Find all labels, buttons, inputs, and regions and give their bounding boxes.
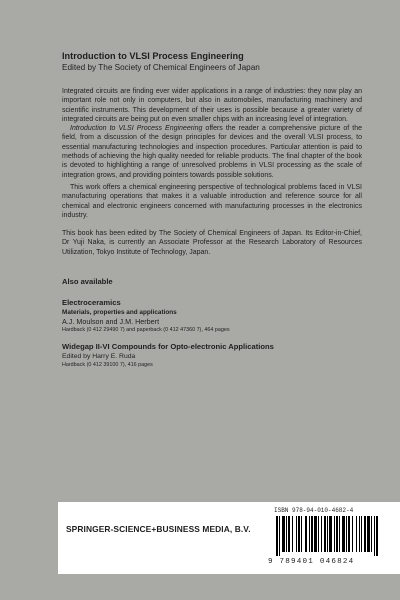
back-cover-text xyxy=(62,50,362,377)
barcode-bar xyxy=(342,516,345,552)
book-item-authors: Edited by Harry E. Ruda xyxy=(62,353,136,361)
barcode-bar xyxy=(367,516,370,552)
barcode-bar xyxy=(288,516,290,552)
barcode-bar xyxy=(374,516,375,556)
barcode-bar xyxy=(327,516,328,552)
book-item-subtitle: Materials, properties and applications xyxy=(62,309,177,317)
barcode-bar xyxy=(371,516,372,552)
barcode-bar xyxy=(318,516,319,552)
barcode-bar xyxy=(296,516,297,552)
paragraph-overview xyxy=(62,124,362,180)
barcode-bar xyxy=(311,516,313,552)
barcode-bar xyxy=(276,516,278,556)
book-item-authors: A.J. Moulson and J.M. Herbert xyxy=(62,317,160,327)
barcode-bar xyxy=(301,516,302,552)
barcode-bar xyxy=(348,516,350,552)
barcode-bar xyxy=(352,516,353,552)
paragraph-perspective: This work offers a chemical engineering perspective of technological problems faced in VLSI manufacturing operations that makes it a valuable introduction and reference source for all chemical and electronic engineers concerned with manufacturing processes in the electronics industry. xyxy=(62,183,362,219)
also-available-book xyxy=(62,342,362,369)
barcode-bar xyxy=(356,516,357,552)
paragraph-intro: Integrated circuits are finding ever wider applications in a range of industries: they now play an important role not only in computers, but also in automobiles, manufacturing machinery and scientific instruments. This development of their uses is possible because a greater variety of integrated circuits are being put on even smaller chips with an increasing level of integration. xyxy=(62,88,362,123)
paragraph-overview-text: offers the reader a comprehensive picture of the field, from a discussion of the design principles for devices and the overall VLSI process, to essential manufacturing technologies and inspection procedures. Particular attention is paid to methods of achieving the high quality needed for reliable products. The final chapter of the book is devoted to highlighting a range of unresolved problems in VLSI processing as the scale of integration grows, and providing pointers towards possible solutions. xyxy=(62,125,362,179)
also-available-heading: Also available xyxy=(62,277,113,287)
barcode-bar xyxy=(376,516,378,556)
barcode-bar xyxy=(321,516,322,552)
also-available-book xyxy=(62,298,362,334)
book-title: Introduction to VLSI Process Engineering xyxy=(62,51,244,61)
barcode-bar xyxy=(282,516,285,552)
barcode-bar xyxy=(279,516,280,556)
barcode-bar xyxy=(359,516,360,552)
book-title-italic: Introduction to VLSI Process Engineering xyxy=(70,125,203,133)
barcode-bar xyxy=(305,516,307,552)
barcode-bar xyxy=(361,516,362,552)
paragraph-editor: This book has been edited by The Society of Chemical Engineers of Japan. Its Editor-in-Chief, Dr Yuji Naka, is currently an Associate Professor at the Research Laboratory of Resources Utilization, Tokyo Institute of Technology, Japan. xyxy=(62,230,362,256)
book-item-title: Electroceramics xyxy=(62,298,121,308)
barcode-bar xyxy=(346,516,347,552)
barcode-bar xyxy=(329,516,332,552)
barcode-bar xyxy=(298,516,300,552)
barcode-bar xyxy=(292,516,293,552)
book-item-publication: Hardback (0 412 39100 7), 416 pages xyxy=(62,362,153,369)
barcode-bar xyxy=(309,516,310,552)
barcode-bar xyxy=(334,516,335,552)
barcode-bar xyxy=(364,516,366,552)
book-item-publication: Hardback (0 412 29490 7) and paperback (0 412 47360 7), 464 pages xyxy=(62,327,230,334)
barcode-bar xyxy=(314,516,317,552)
publisher-name: SPRINGER-SCIENCE+BUSINESS MEDIA, B.V. xyxy=(66,524,251,534)
barcode-bar xyxy=(324,516,326,552)
barcode-image xyxy=(274,516,390,556)
barcode-bar xyxy=(336,516,338,552)
isbn-number: ISBN 978-94-010-4682-4 xyxy=(274,507,354,514)
ean-digits: 9 789401 046824 xyxy=(268,558,355,566)
barcode-strip xyxy=(58,502,400,574)
barcode-bar xyxy=(286,516,287,552)
barcode-bar xyxy=(339,516,340,552)
book-editors: Edited by The Society of Chemical Engineers of Japan xyxy=(62,63,260,72)
book-item-title: Widegap II-VI Compounds for Opto-electronic Applications xyxy=(62,342,274,352)
